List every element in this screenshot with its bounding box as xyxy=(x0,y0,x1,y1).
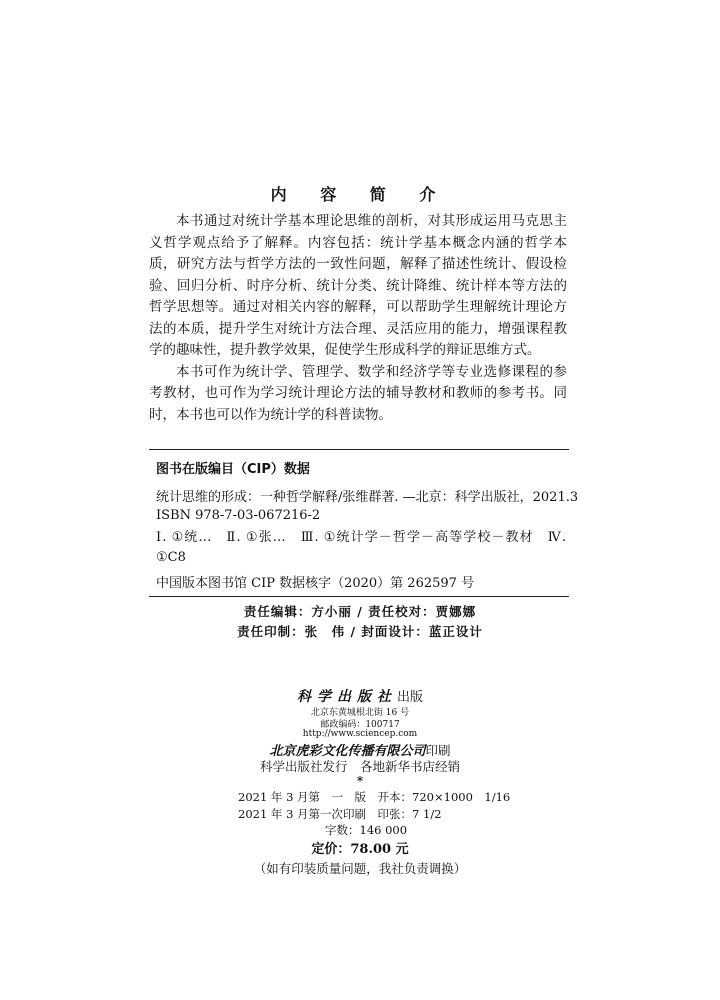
credits-editors: 责任编辑：方小丽 / 责任校对：贾娜娜 xyxy=(243,604,477,619)
spec-printing: 2021 年 3 月第一次印刷 印张：7 1/2 xyxy=(238,807,442,821)
summary-text xyxy=(149,211,567,426)
publisher-postcode: 邮政编码：100717 xyxy=(320,720,400,730)
divider-top xyxy=(149,449,569,450)
publisher-suffix: 出版 xyxy=(396,690,423,705)
publisher-name xyxy=(0,686,720,706)
printer-suffix: 印刷 xyxy=(425,743,451,758)
printer-name: 北京虎彩文化传播有限公司 xyxy=(269,744,426,759)
spec-wordcount: 字数：146 000 xyxy=(325,823,408,837)
publisher-address: 北京东黄城根北街 16 号 xyxy=(310,708,410,718)
page-title: 内 容 简 介 xyxy=(270,185,450,204)
spec-edition: 2021 年 3 月第 一 版 开本：720×1000 1/16 xyxy=(238,790,511,804)
summary-paragraph-2: 本书可作为统计学、管理学、数学和经济学等专业选修课程的参考教材，也可作为学习统计理论方法的辅导教材和教师的参考书。同时，本书也可以作为统计学的科普读物。 xyxy=(149,363,567,423)
cip-classification: Ⅰ. ①统… Ⅱ. ①张… Ⅲ. ①统计学－哲学－高等学校－教材 Ⅳ. ①C8 xyxy=(156,530,566,565)
summary-paragraph-1: 本书通过对统计学基本理论思维的剖析，对其形成运用马克思主义哲学观点给予了解释。内容包括：统计学基本概念内涵的哲学本质，研究方法与哲学方法的一致性问题，解释了描述性统计、假设检验、回归分析、时序分析、统计分类、统计降维、统计样本等方法的哲学思想等。通过对相关内容的解释，可以帮助学生理解统计理论方法的本质，提升学生对统计方法合理、灵活应用的能力，增强课程教学的趣味性，提升教学效果，促使学生形成科学的辩证思维方式。 xyxy=(149,213,567,358)
publisher-website: http://www.sciencep.com xyxy=(302,729,418,739)
publisher-logo-text: 科学出版社 xyxy=(296,689,397,705)
price: 定价：78.00 元 xyxy=(311,842,409,857)
cip-record-title: 统计思维的形成：一种哲学解释/张维群著. —北京：科学出版社，2021.3 xyxy=(156,490,579,505)
credits-production: 责任印制：张 伟 / 封面设计：蓝正设计 xyxy=(237,624,483,639)
divider-bottom xyxy=(149,596,569,597)
distribution-line: 科学出版社发行 各地新华书店经销 xyxy=(259,759,460,774)
cip-heading: 图书在版编目（CIP）数据 xyxy=(156,462,310,477)
quality-notice: （如有印装质量问题，我社负责调换） xyxy=(253,861,467,876)
cip-number: 中国版本图书馆 CIP 数据核字（2020）第 262597 号 xyxy=(156,576,475,591)
separator-star: * xyxy=(356,774,364,788)
cip-isbn: ISBN 978-7-03-067216-2 xyxy=(156,508,321,523)
